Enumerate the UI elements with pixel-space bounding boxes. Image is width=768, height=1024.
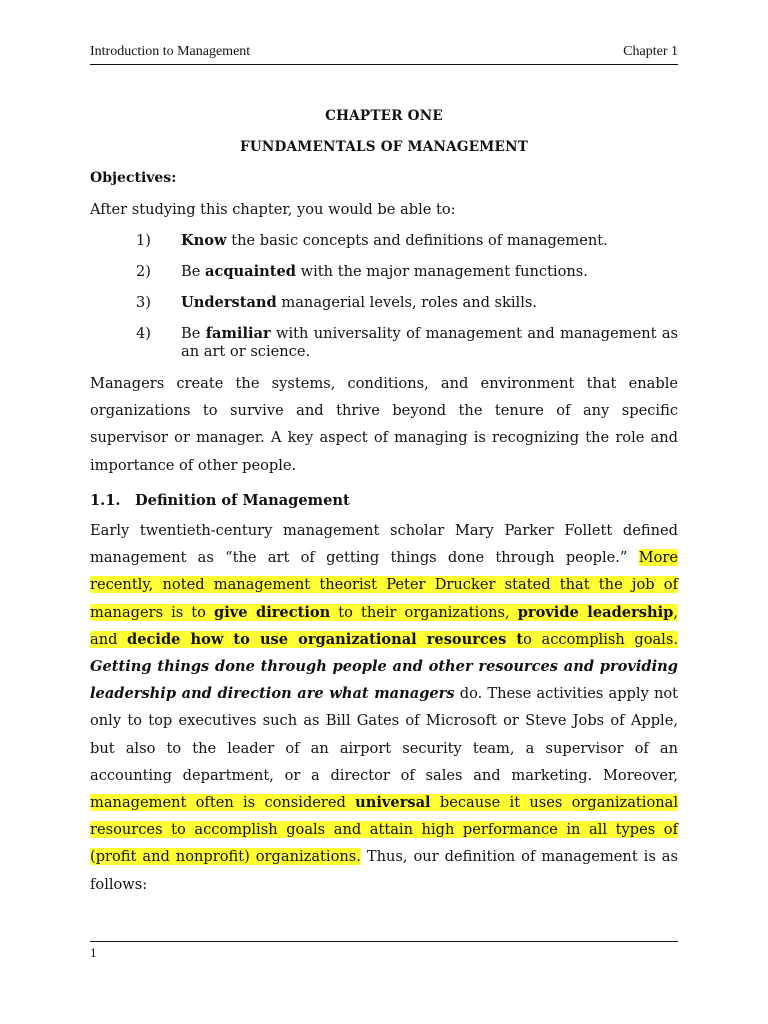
objective-text-pre: Be <box>181 325 206 342</box>
section-title: Definition of Management <box>135 492 350 509</box>
objective-number: 1) <box>136 232 151 249</box>
section-heading <box>90 492 350 509</box>
highlighted-text: More recently, noted management theorist Peter Drucker stated that the job of managers is to <box>90 549 678 621</box>
highlighted-text: , and <box>90 603 678 648</box>
section-number: 1.1. <box>90 492 121 509</box>
header-left-title: Introduction to Management <box>90 44 251 59</box>
objective-text-post: with universality of management and management as an art or science. <box>181 325 679 360</box>
highlighted-bold-text: provide leadership <box>517 603 674 621</box>
highlighted-text: o accomplish goals. <box>523 630 678 648</box>
intro-paragraph: Managers create the systems, conditions, and environment that enable organizations to survive and thrive beyond the tenure of any specific supervisor or manager. A key aspect of managing is recognizing the role and importance of other people. <box>90 375 678 474</box>
highlighted-text: because it uses organizational resources to accomplish goals and attain high performance in all types of (profit and nonprofit) organizations. <box>90 794 678 866</box>
objective-item <box>136 232 678 250</box>
objectives-lead: After studying this chapter, you would be able to: <box>90 201 456 218</box>
highlighted-bold-text: decide how to use organizational resources t <box>127 630 524 648</box>
paragraph-text: Early twentieth-century management scholar Mary Parker Follett defined management as “the art of getting things done through people.” <box>90 522 678 567</box>
bold-italic-text: Getting things done through people and other resources and providing leadership and direction are what managers <box>90 658 678 703</box>
paragraph-text: do. These activities apply not only to top executives such as Bill Gates of Microsoft or Steve Jobs of Apple, but also to the leader of an airport security team, a supervisor of an accounting department, or a director of sales and marketing. Moreover, <box>90 685 678 784</box>
objective-item <box>136 325 678 361</box>
objective-keyword: Understand <box>181 294 277 311</box>
objective-text-post: managerial levels, roles and skills. <box>276 294 538 311</box>
highlighted-text: management often is considered <box>90 794 356 812</box>
objectives-label: Objectives: <box>90 170 177 186</box>
objective-text-pre: Be <box>181 263 205 280</box>
chapter-label: CHAPTER ONE <box>325 108 443 124</box>
footer-divider <box>90 941 678 942</box>
objective-keyword: acquainted <box>205 263 296 280</box>
objective-text-post: with the major management functions. <box>296 263 588 280</box>
objective-number: 3) <box>136 294 151 311</box>
definition-paragraph <box>90 517 678 898</box>
header-chapter-label: Chapter 1 <box>623 44 678 59</box>
running-header <box>90 44 678 65</box>
page-number: 1 <box>90 945 97 960</box>
chapter-title: FUNDAMENTALS OF MANAGEMENT <box>239 139 529 155</box>
objective-number: 4) <box>136 325 151 342</box>
objective-text-post: the basic concepts and definitions of management. <box>226 232 608 249</box>
objective-keyword: familiar <box>205 325 271 342</box>
objective-number: 2) <box>136 263 151 280</box>
objective-item <box>136 294 678 312</box>
objective-keyword: Know <box>181 232 227 249</box>
highlighted-text: to their organizations, <box>330 603 518 621</box>
highlighted-bold-text: universal <box>355 794 431 812</box>
highlighted-bold-text: give direction <box>214 603 331 621</box>
objective-item <box>136 263 678 281</box>
paragraph-text: Thus, our definition of management is as follows: <box>90 848 678 893</box>
